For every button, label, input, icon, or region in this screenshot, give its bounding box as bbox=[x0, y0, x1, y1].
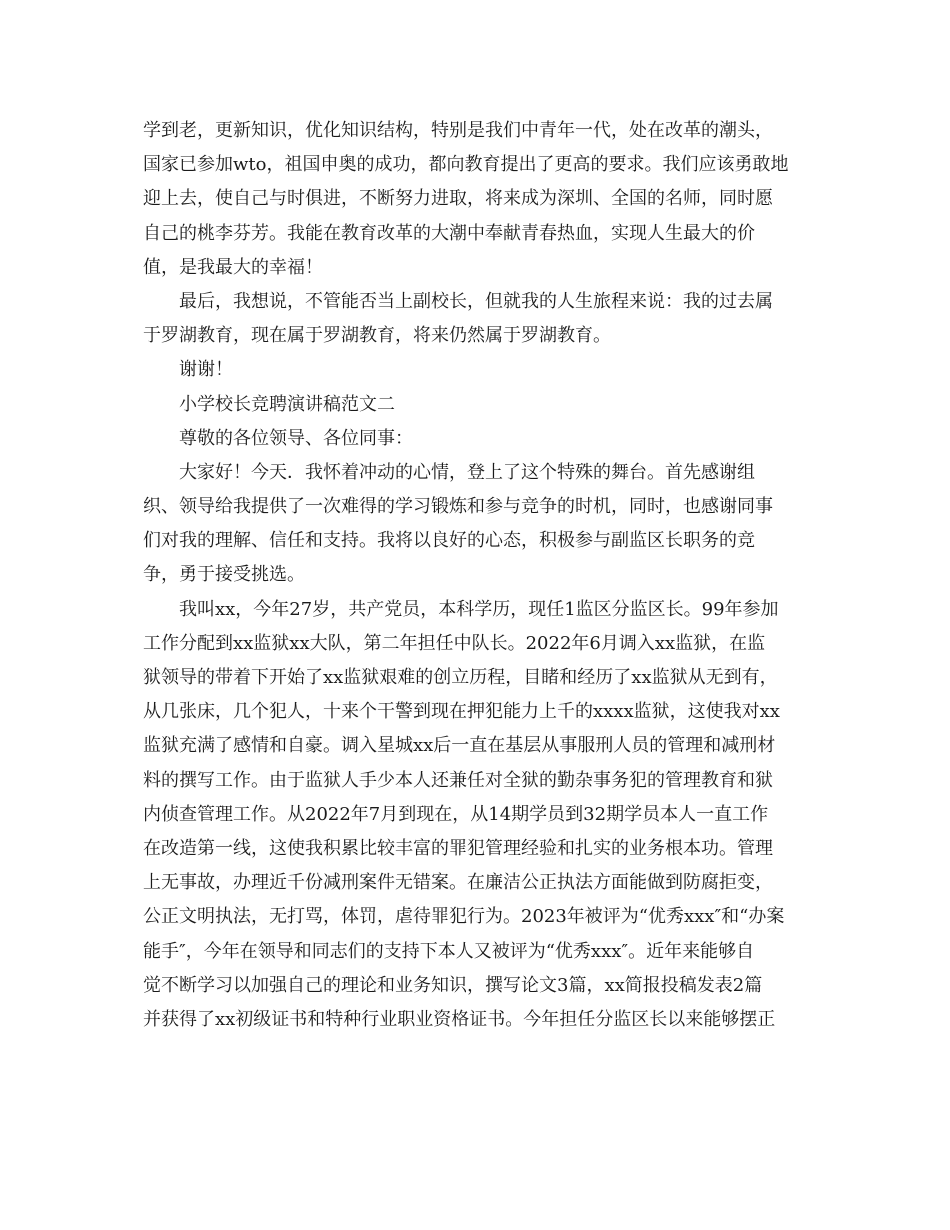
text-line: 并获得了xx初级证书和特种行业职业资格证书。今年担任分监区长以来能够摆正 bbox=[143, 1008, 776, 1030]
text-line: 监狱充满了感情和自豪。调入星城xx后一直在基层从事服刑人员的管理和减刑材 bbox=[143, 735, 776, 757]
text-line: 我叫xx，今年27岁，共产党员，本科学历，现任1监区分监区长。99年参加 bbox=[179, 598, 779, 620]
text-line: 在改造第一线，这使我积累比较丰富的罪犯管理经验和扎实的业务根本功。管理 bbox=[143, 837, 773, 859]
text-line: 上无事故，办理近千份减刑案件无错案。在廉洁公正执法方面能做到防腐拒变， bbox=[143, 872, 773, 894]
text-line: 迎上去，使自己与时俱进，不断努力进取，将来成为深圳、全国的名师，同时愿 bbox=[143, 188, 773, 210]
text-line: 最后，我想说，不管能否当上副校长，但就我的人生旅程来说：我的过去属 bbox=[179, 290, 773, 312]
text-line: 小学校长竞聘演讲稿范文二 bbox=[179, 393, 395, 415]
text-line: 觉不断学习以加强自己的理论和业务知识，撰写论文3篇，xx简报投稿发表2篇 bbox=[143, 974, 763, 996]
text-line: 于罗湖教育，现在属于罗湖教育，将来仍然属于罗湖教育。 bbox=[143, 325, 611, 347]
text-line: 工作分配到xx监狱xx大队，第二年担任中队长。2022年6月调入xx监狱，在监 bbox=[143, 632, 766, 654]
text-line: 们对我的理解、信任和支持。我将以良好的心态，积极参与副监区长职务的竞 bbox=[143, 530, 755, 552]
text-line: 能手″，今年在领导和同志们的支持下本人又被评为“优秀xxx″。近年来能够自 bbox=[143, 940, 755, 962]
text-line: 争，勇于接受挑选。 bbox=[143, 564, 305, 586]
text-line: 国家已参加wto，祖国申奥的成功，都向教育提出了更高的要求。我们应该勇敢地 bbox=[143, 154, 789, 176]
text-line: 大家好！今天．我怀着冲动的心情，登上了这个特殊的舞台。首先感谢组 bbox=[179, 461, 755, 483]
text-line: 狱领导的带着下开始了xx监狱艰难的创立历程，目睹和经历了xx监狱从无到有， bbox=[143, 667, 778, 688]
text-line: 尊敬的各位领导、各位同事： bbox=[179, 427, 413, 449]
text-line: 谢谢！ bbox=[179, 359, 233, 381]
text-line: 学到老，更新知识，优化知识结构，特别是我们中青年一代，处在改革的潮头， bbox=[143, 120, 773, 141]
text-line: 内侦查管理工作。从2022年7月到现在，从14期学员到32期学员本人一直工作 bbox=[143, 803, 769, 825]
text-line: 自己的桃李芬芳。我能在教育改革的大潮中奉献青春热血，实现人生最大的价 bbox=[143, 222, 755, 244]
text-line: 料的撰写工作。由于监狱人手少本人还兼任对全狱的勤杂事务犯的管理教育和狱 bbox=[143, 769, 773, 791]
text-line: 值，是我最大的幸福！ bbox=[143, 256, 323, 278]
text-line: 从几张床，几个犯人，十来个干警到现在押犯能力上千的xxxx监狱，这使我对xx bbox=[143, 701, 780, 723]
document-body bbox=[143, 114, 813, 1037]
text-line: 公正文明执法，无打骂，体罚，虐待罪犯行为。2023年被评为“优秀xxx″和“办案 bbox=[143, 906, 785, 928]
text-line: 织、领导给我提供了一次难得的学习锻炼和参与竞争的时机，同时，也感谢同事 bbox=[143, 496, 773, 518]
